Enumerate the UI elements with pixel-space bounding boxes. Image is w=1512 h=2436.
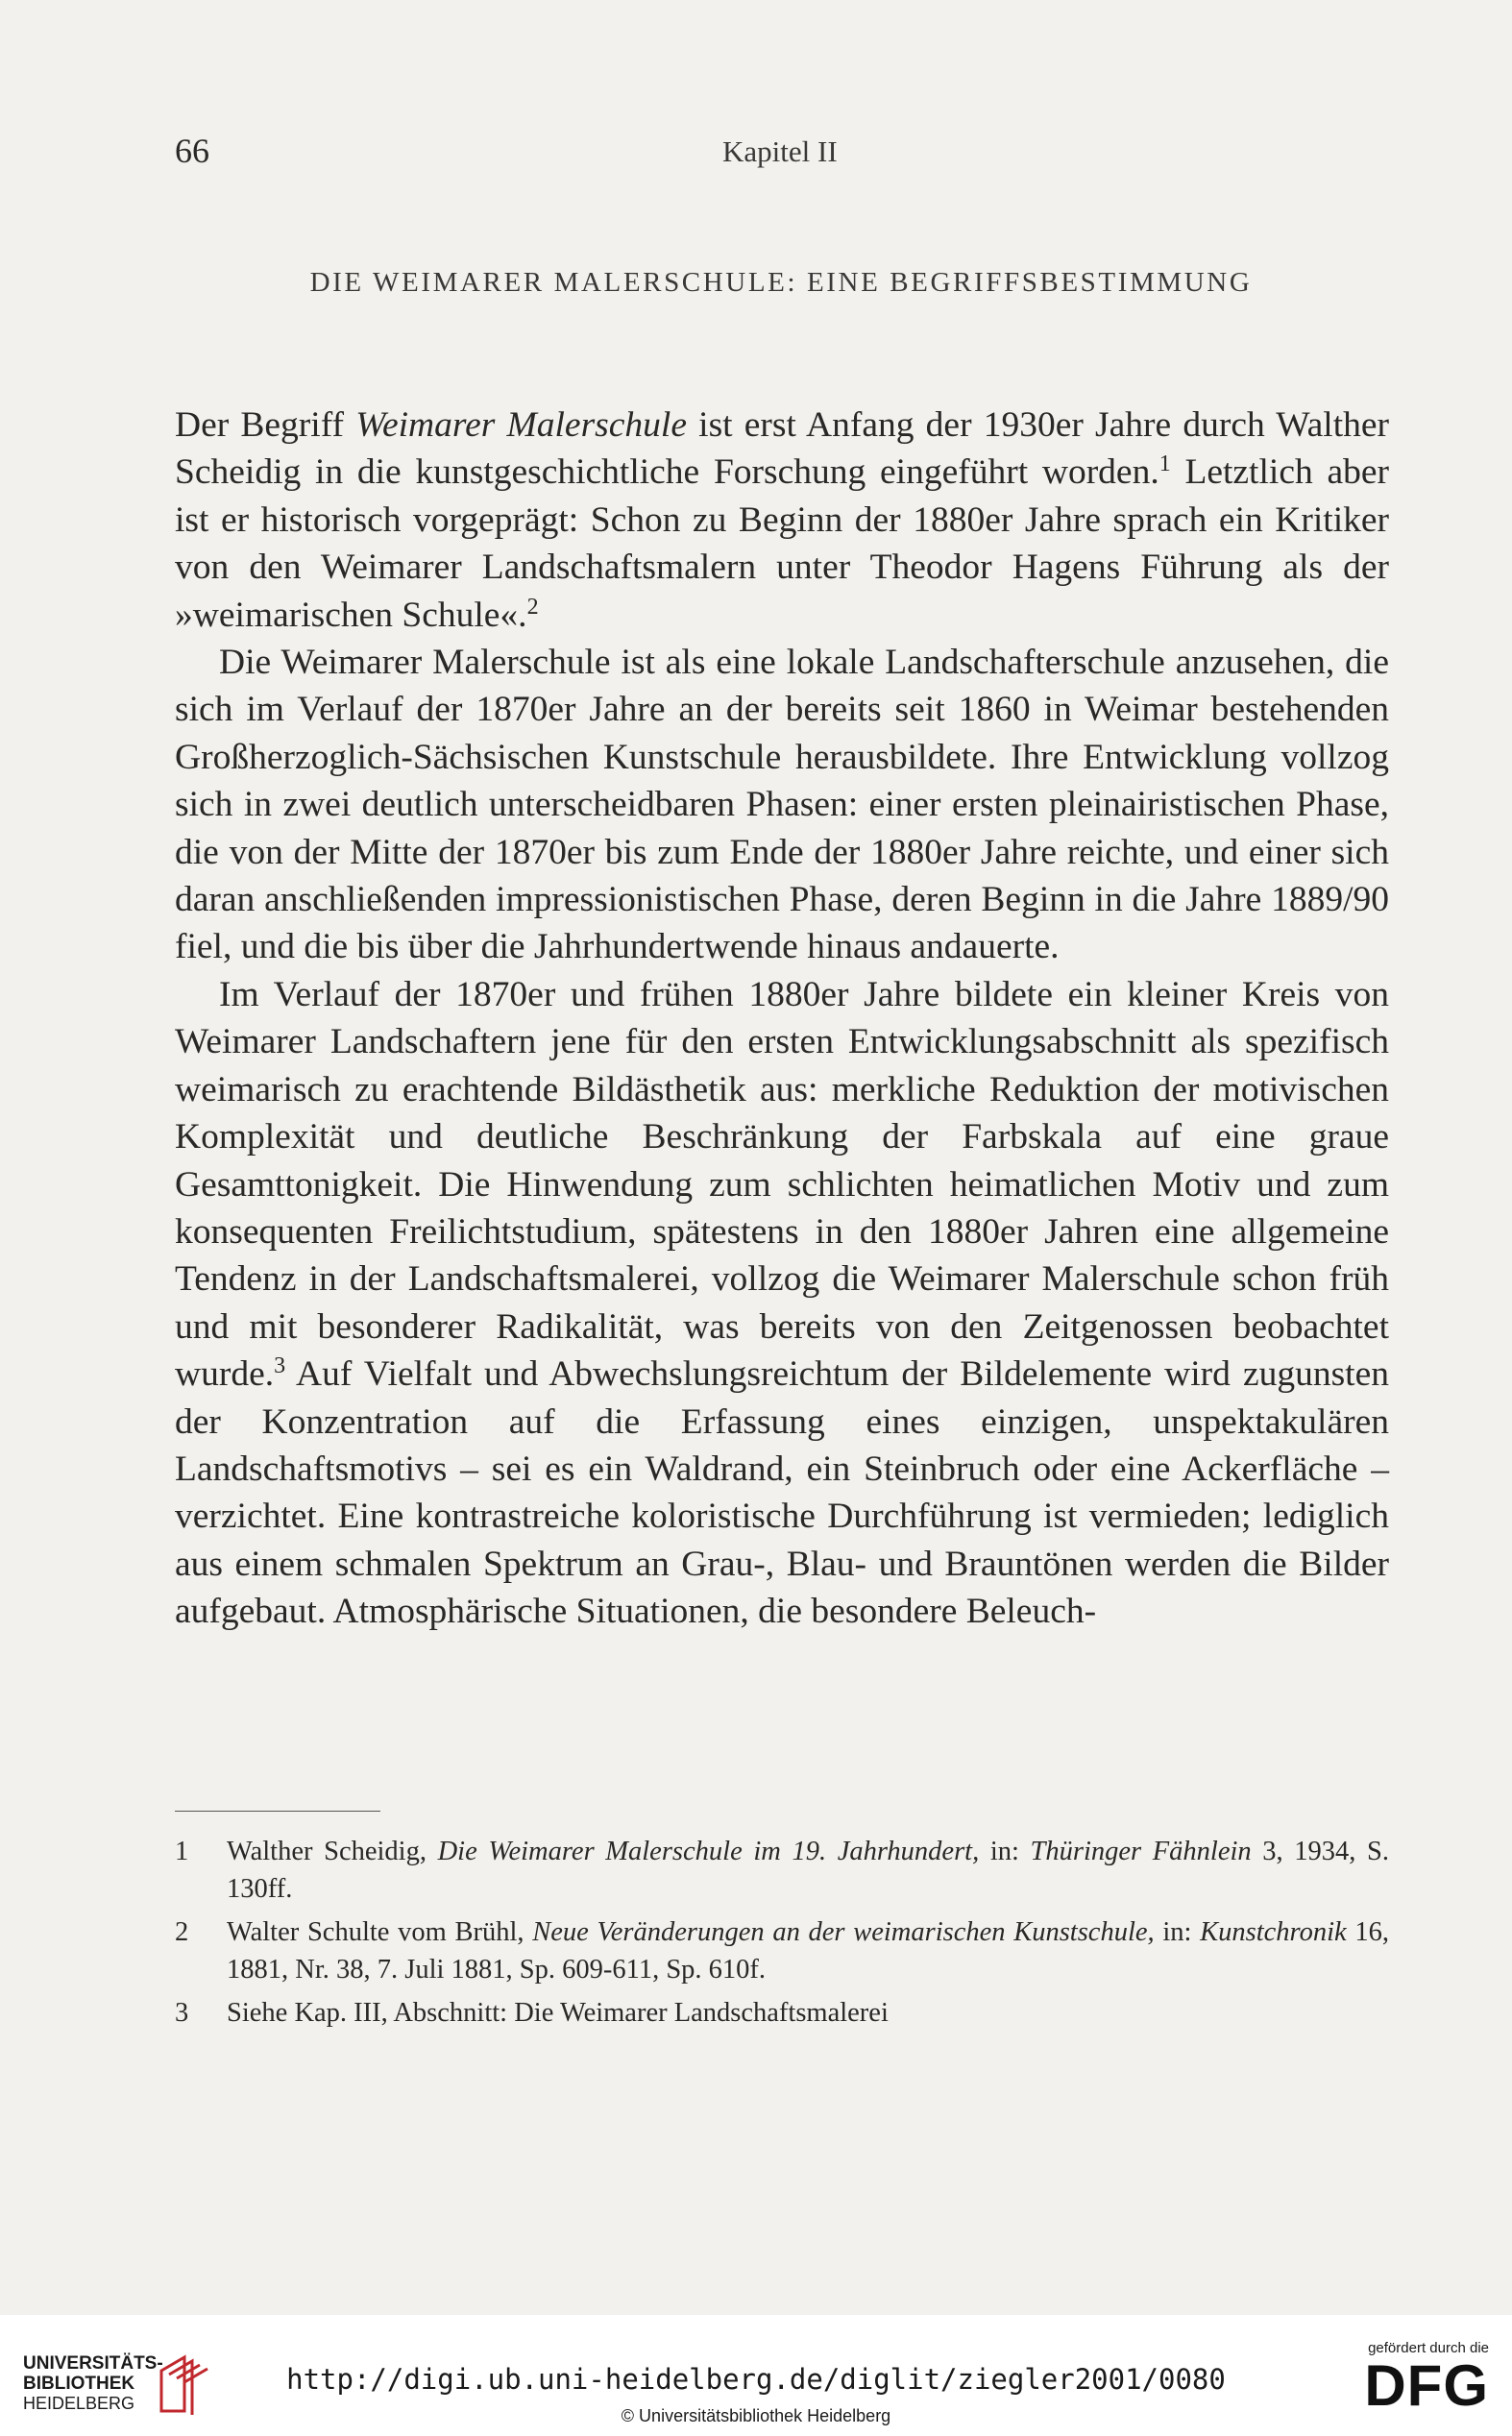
text-run: in: [1154, 1917, 1201, 1947]
text-run: Letztlich aber ist er historisch vorgeprägt: Schon zu Beginn der 1880er Jahre sprach ein Kritiker von den Weimarer Landschaftsmalern unter Theodor Hagens Führung als der »weimarischen Schule«. [175, 452, 1389, 635]
section-heading: DIE WEIMARER MALERSCHULE: EINE BEGRIFFSBESTIMMUNG [309, 267, 1253, 298]
funding-logo[interactable] [1345, 2340, 1489, 2416]
text-run: Walther Scheidig, [227, 1837, 438, 1866]
body-text [175, 402, 1389, 1636]
text-run: ist erst Anfang der 1930er Jahre durch Walther Scheidig in die kunstgeschichtliche Forschung eingeführt worden. [175, 405, 1389, 493]
footnote-number: 1 [175, 1837, 189, 1866]
text-run: Walter Schulte vom Brühl, [227, 1917, 533, 1947]
page-number: 66 [175, 132, 209, 170]
text-run: Auf Vielfalt und Abwechslungsreichtum der Bildelemente wird zugunsten der Konzentration auf die Erfassung eines einzigen, unspektakulären Landschaftsmotivs – sei es ein Waldrand, ein Steinbruch oder eine Ackerfläche – verzichtet. Eine kontrastreiche koloristische Durchführung ist vermieden; lediglich aus einem schmalen Spektrum an Grau-, Blau- und Brauntönen werden die Bilder aufgebaut. Atmosphärische Situationen, die besondere Beleuch- [175, 1354, 1389, 1632]
paragraph [175, 971, 1389, 1636]
footnote-divider [175, 1811, 380, 1812]
library-logo-line: HEIDELBERG [23, 2394, 135, 2413]
italic-title: Weimarer Malerschule [355, 405, 687, 445]
document-url-link[interactable]: http://digi.ub.uni-heidelberg.de/diglit/ziegler2001/0080 [286, 2363, 1226, 2396]
footnote-reference: 1 [1158, 451, 1171, 477]
footnote-reference: 3 [274, 1353, 286, 1379]
text-run: 3, 1934, S. 130ff. [227, 1837, 1389, 1904]
paragraph [175, 639, 1389, 971]
footnote-reference: 2 [526, 594, 539, 620]
text-run: Die Weimarer Malerschule ist als eine lokale Landschafterschule anzusehen, die sich im Verlauf der 1870er Jahre an der bereits seit 1860 in Weimar bestehenden Großherzoglich-Sächsischen Kunstschule herausbildete. Ihre Entwicklung vollzog sich in zwei deutlich unterscheidbaren Phasen: einer ersten pleinairistischen Phase, die von der Mitte der 1870er bis zum Ende der 1880er Jahre reichte, und einer sich daran anschließenden impressionistischen Phase, deren Beginn in die Jahre 1889/90 fiel, und die bis über die Jahrhundertwende hinaus andauerte. [175, 643, 1389, 967]
italic-title: Neue Veränderungen an der weimarischen Kunstschule, [532, 1917, 1155, 1947]
running-head: Kapitel II [722, 134, 838, 168]
page-header [175, 131, 1385, 188]
footnote-text [227, 1837, 1389, 1904]
footnotes [175, 1833, 1389, 2037]
italic-title: Thüringer Fähnlein [1030, 1837, 1252, 1866]
footnote-number: 3 [175, 1998, 189, 2028]
footnote [175, 1994, 1389, 2032]
document-url[interactable] [0, 2363, 1512, 2396]
italic-title: Die Weimarer Malerschule im 19. Jahrhundert, [437, 1837, 980, 1866]
footnote-text [227, 1917, 1389, 1985]
italic-title: Kunstchronik [1200, 1917, 1347, 1947]
footnote-text [227, 1998, 889, 2028]
footnote-number: 2 [175, 1917, 189, 1947]
funding-caption: gefördert durch die [1368, 2340, 1489, 2356]
library-logo-line: BIBLIOTHEK [23, 2374, 135, 2394]
paragraph [175, 402, 1389, 639]
text-run: in: [979, 1837, 1031, 1866]
text-run: Im Verlauf der 1870er und frühen 1880er Jahre bildete ein kleiner Kreis von Weimarer Landschaftern jene für den ersten Entwicklungsabschnitt als spezifisch weimarisch zu erachtende Bildästhetik aus: merkliche Reduktion der motivischen Komplexität und deutliche Beschränkung der Farbskala auf eine graue Gesamttonigkeit. Die Hinwendung zum schlichten heimatlichen Motiv und zum konsequenten Freilichtstudium, spätestens in den 1880er Jahren eine allgemeine Tendenz in der Landschaftsmalerei, vollzog die Weimarer Malerschule schon früh und mit besonderer Radikalität, was bereits von den Zeitgenossen beobachtet wurde. [175, 974, 1389, 1395]
copyright-notice: © Universitätsbibliothek Heidelberg [621, 2406, 891, 2425]
text-run: Der Begriff [175, 405, 356, 445]
footnote [175, 1833, 1389, 1908]
library-logo-line: UNIVERSITÄTS- [23, 2353, 163, 2374]
viewer-footer [0, 2315, 1512, 2436]
dfg-logo: DFG [1364, 2353, 1489, 2418]
text-run: 16, 1881, Nr. 38, 7. Juli 1881, Sp. 609-611, Sp. 610f. [227, 1917, 1389, 1985]
text-run: Siehe Kap. III, Abschnitt: Die Weimarer Landschaftsmalerei [227, 1998, 889, 2028]
footnote [175, 1913, 1389, 1988]
